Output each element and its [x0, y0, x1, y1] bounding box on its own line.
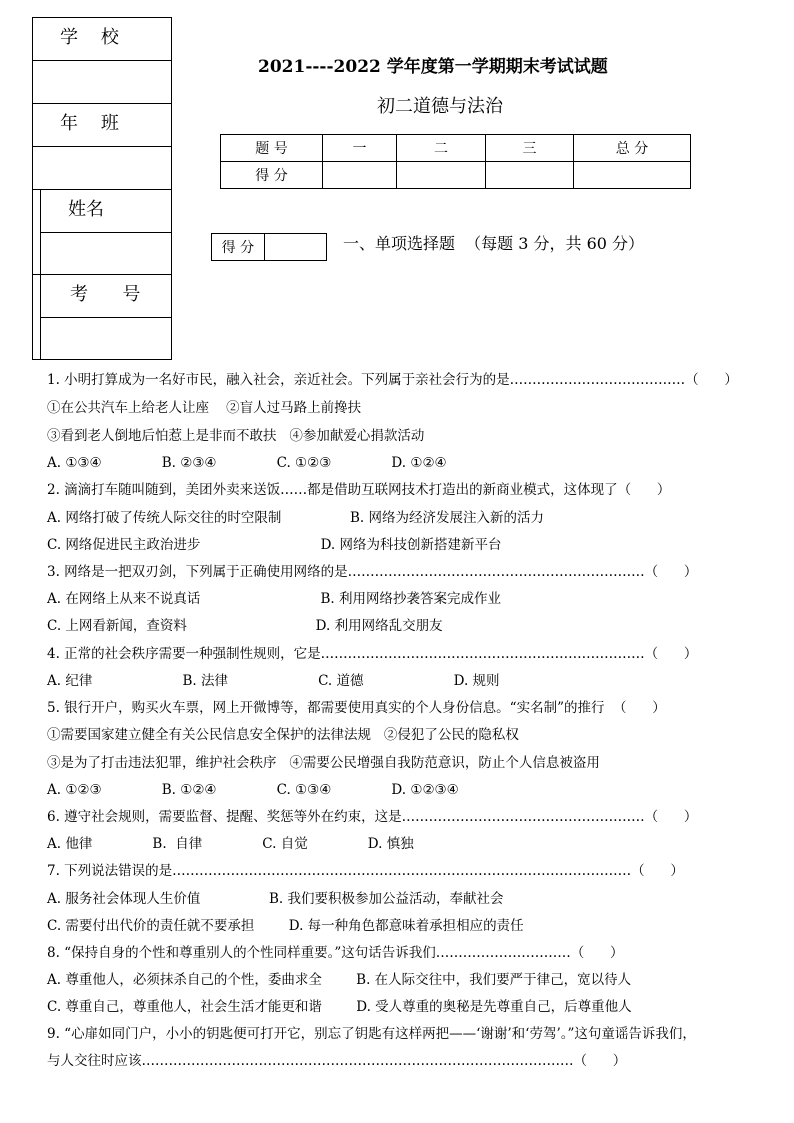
- section-score-label: 得 分: [212, 234, 265, 261]
- table-header-cell: 三: [486, 135, 574, 162]
- exam-number-label: 考 号: [70, 284, 141, 305]
- question-1-statements: ①在公共汽车上给老人让座 ②盲人过马路上前搀扶: [47, 400, 362, 416]
- table-row: [221, 162, 691, 189]
- question-3-options: C. 上网看新闻，查资料 D. 利用网络乱交朋友: [47, 618, 443, 634]
- question-5-statements: ③是为了打击违法犯罪，维护社会秩序 ④需要公民增强自我防范意识，防止个人信息被盗用: [47, 755, 600, 771]
- info-box-inner-line: [40, 189, 41, 360]
- question-7: 7. 下列说法错误的是…………………………………………………………………………………………（ ）: [47, 863, 684, 879]
- grade-class-label: 年 班: [60, 113, 119, 134]
- info-box-border: [33, 17, 171, 18]
- score-cell[interactable]: [486, 162, 574, 189]
- table-header-cell: 一: [323, 135, 397, 162]
- question-1-statements: ③看到老人倒地后怕惹上是非而不敢扶 ④参加献爱心捐款活动: [47, 428, 425, 444]
- score-summary-table: [220, 134, 691, 189]
- question-5: 5. 银行开户，购买火车票，网上开微博等，都需要使用真实的个人身份信息。“实名制”的推行 （ ）: [47, 700, 666, 716]
- question-4: 4. 正常的社会秩序需要一种强制性规则，它是………………………………………………………………（ ）: [47, 646, 698, 662]
- section-score-box: [211, 233, 327, 261]
- question-3: 3. 网络是一把双刃剑，下列属于正确使用网络的是…………………………………………………………（ ）: [47, 564, 698, 580]
- student-info-box: [32, 17, 172, 360]
- info-box-border: [33, 359, 171, 360]
- table-row: [212, 234, 327, 261]
- question-1-options: A. ①③④ B. ②③④ C. ①②③ D. ①②④: [47, 455, 447, 471]
- school-field[interactable]: [34, 61, 171, 103]
- question-4-options: A. 纪律 B. 法律 C. 道德 D. 规则: [47, 673, 500, 689]
- question-1: 1. 小明打算成为一名好市民，融入社会，亲近社会。下列属于亲社会行为的是…………………………………（ ）: [47, 372, 738, 388]
- exam-title: 2021----2022 学年度第一学期期末考试试题: [258, 57, 608, 77]
- question-7-options: C. 需要付出代价的责任就不要承担 D. 每一种角色都意味着承担相应的责任: [47, 918, 524, 934]
- question-7-options: A. 服务社会体现人生价值 B. 我们要积极参加公益活动，奉献社会: [47, 891, 504, 907]
- question-2-options: A. 网络打破了传统人际交往的时空限制 B. 网络为经济发展注入新的活力: [47, 510, 544, 526]
- info-box-divider: [33, 274, 171, 275]
- section-score-cell[interactable]: [264, 234, 326, 261]
- question-8-options: A. 尊重他人，必须抹杀自己的个性，委曲求全 B. 在人际交往中，我们要严于律己，宽以待人: [47, 972, 632, 988]
- score-cell[interactable]: [323, 162, 397, 189]
- question-6: 6. 遵守社会规则，需要监督、提醒、奖惩等外在约束，这是………………………………………………（ ）: [47, 809, 698, 825]
- question-2: 2. 滴滴打车随叫随到，美团外卖来送饭……都是借助互联网技术打造出的新商业模式，这体现了（ ）: [47, 482, 671, 498]
- info-box-divider: [33, 189, 171, 190]
- school-label: 学 校: [60, 27, 119, 48]
- name-field[interactable]: [42, 233, 171, 274]
- question-2-options: C. 网络促进民主政治进步 D. 网络为科技创新搭建新平台: [47, 537, 502, 553]
- grade-class-field[interactable]: [34, 147, 171, 189]
- question-8-options: C. 尊重自己，尊重他人，社会生活才能更和谐 D. 受人尊重的奥秘是先尊重自己，后尊重他人: [47, 999, 632, 1015]
- question-6-options: A. 他律 B. 自律 C. 自觉 D. 慎独: [47, 836, 414, 852]
- question-8: 8. “保持自身的个性和尊重别人的个性同样重要。”这句话告诉我们…………………………（ ）: [47, 945, 624, 961]
- question-5-statements: ①需要国家建立健全有关公民信息安全保护的法律法规 ②侵犯了公民的隐私权: [47, 727, 519, 743]
- table-header-cell: 二: [397, 135, 486, 162]
- table-row-label: 得 分: [221, 162, 323, 189]
- score-cell[interactable]: [574, 162, 691, 189]
- question-5-options: A. ①②③ B. ①②④ C. ①③④ D. ①②③④: [47, 782, 459, 798]
- table-header-cell: 题 号: [221, 135, 323, 162]
- table-header-cell: 总 分: [574, 135, 691, 162]
- question-3-options: A. 在网络上从来不说真话 B. 利用网络抄袭答案完成作业: [47, 591, 501, 607]
- info-box-divider: [33, 103, 171, 104]
- section-heading: 一、单项选择题 （每题 3 分，共 60 分）: [343, 234, 645, 253]
- exam-subtitle: 初二道德与法治: [377, 96, 503, 117]
- score-cell[interactable]: [397, 162, 486, 189]
- question-9-continued: 与人交往时应该……………………………………………………………………………………（ ）: [47, 1053, 627, 1069]
- question-9: 9. “心扉如同门户，小小的钥匙便可打开它，别忘了钥匙有这样两把——‘谢谢’和‘劳驾’。”这句童谣告诉我们，: [47, 1026, 696, 1042]
- name-label: 姓名: [68, 199, 104, 220]
- table-row: [221, 135, 691, 162]
- exam-number-field[interactable]: [42, 318, 171, 359]
